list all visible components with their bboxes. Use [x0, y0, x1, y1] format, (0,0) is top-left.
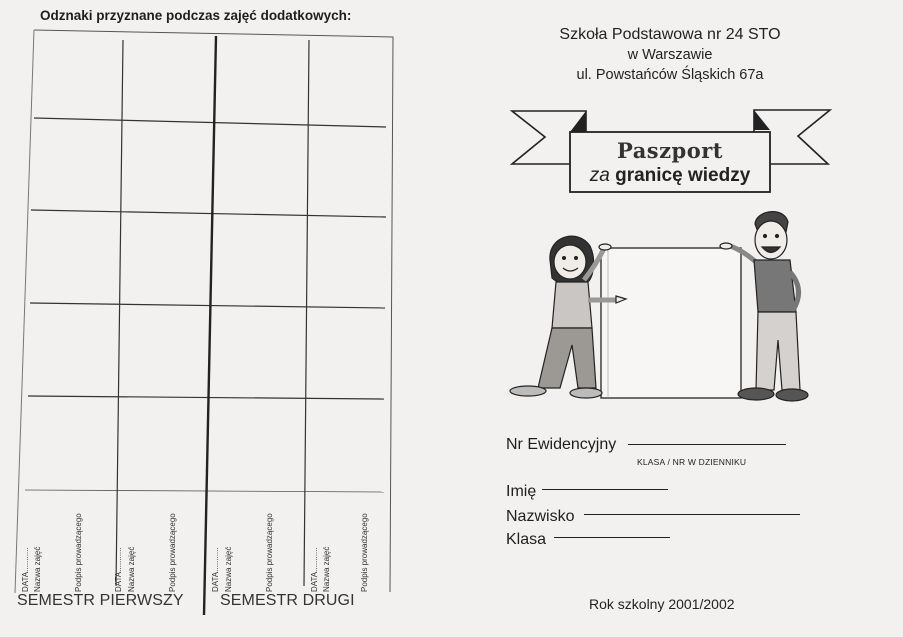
badges-heading: Odznaki przyznane podczas zajęć dodatkowych: — [40, 8, 352, 23]
record-number-label: Nr Ewidencyjny — [506, 436, 617, 453]
col-label-activity: Nazwa zajęć — [224, 546, 233, 592]
school-address: ul. Powstańców Śląskich 67a — [576, 67, 764, 83]
col-label-signature: Podpis prowadzącego — [168, 513, 177, 592]
passport-subtitle-bold: granicę wiedzy — [615, 165, 751, 186]
surname-field[interactable] — [584, 514, 800, 515]
col-label-activity: Nazwa zajęć — [127, 546, 136, 592]
col-label-date: DATA........... — [310, 547, 319, 592]
semester-first-label: SEMESTR PIERWSZY — [17, 592, 184, 609]
col-label-activity: Nazwa zajęć — [322, 546, 331, 592]
record-number-sublabel: KLASA / NR W DZIENNIKU — [637, 457, 747, 467]
school-year: Rok szkolny 2001/2002 — [589, 596, 735, 612]
record-number-field[interactable] — [628, 444, 786, 445]
school-name: Szkoła Podstawowa nr 24 STO — [559, 26, 781, 43]
col-label-date: DATA........... — [21, 547, 30, 592]
first-name-field[interactable] — [542, 489, 668, 490]
col-label-signature: Podpis prowadzącego — [74, 513, 83, 592]
passport-subtitle-prefix: za — [589, 165, 610, 186]
school-city: w Warszawie — [627, 47, 713, 63]
col-label-signature: Podpis prowadzącego — [360, 513, 369, 592]
class-field[interactable] — [554, 537, 670, 538]
surname-label: Nazwisko — [506, 508, 575, 525]
semester-second-label: SEMESTR DRUGI — [220, 592, 355, 609]
col-label-date: DATA........... — [114, 547, 123, 592]
col-label-activity: Nazwa zajęć — [33, 546, 42, 592]
col-label-date: DATA........... — [211, 547, 220, 592]
passport-title-main: Paszport — [616, 138, 724, 163]
first-name-label: Imię — [506, 483, 537, 500]
col-label-signature: Podpis prowadzącego — [265, 513, 274, 592]
class-label: Klasa — [506, 531, 547, 548]
